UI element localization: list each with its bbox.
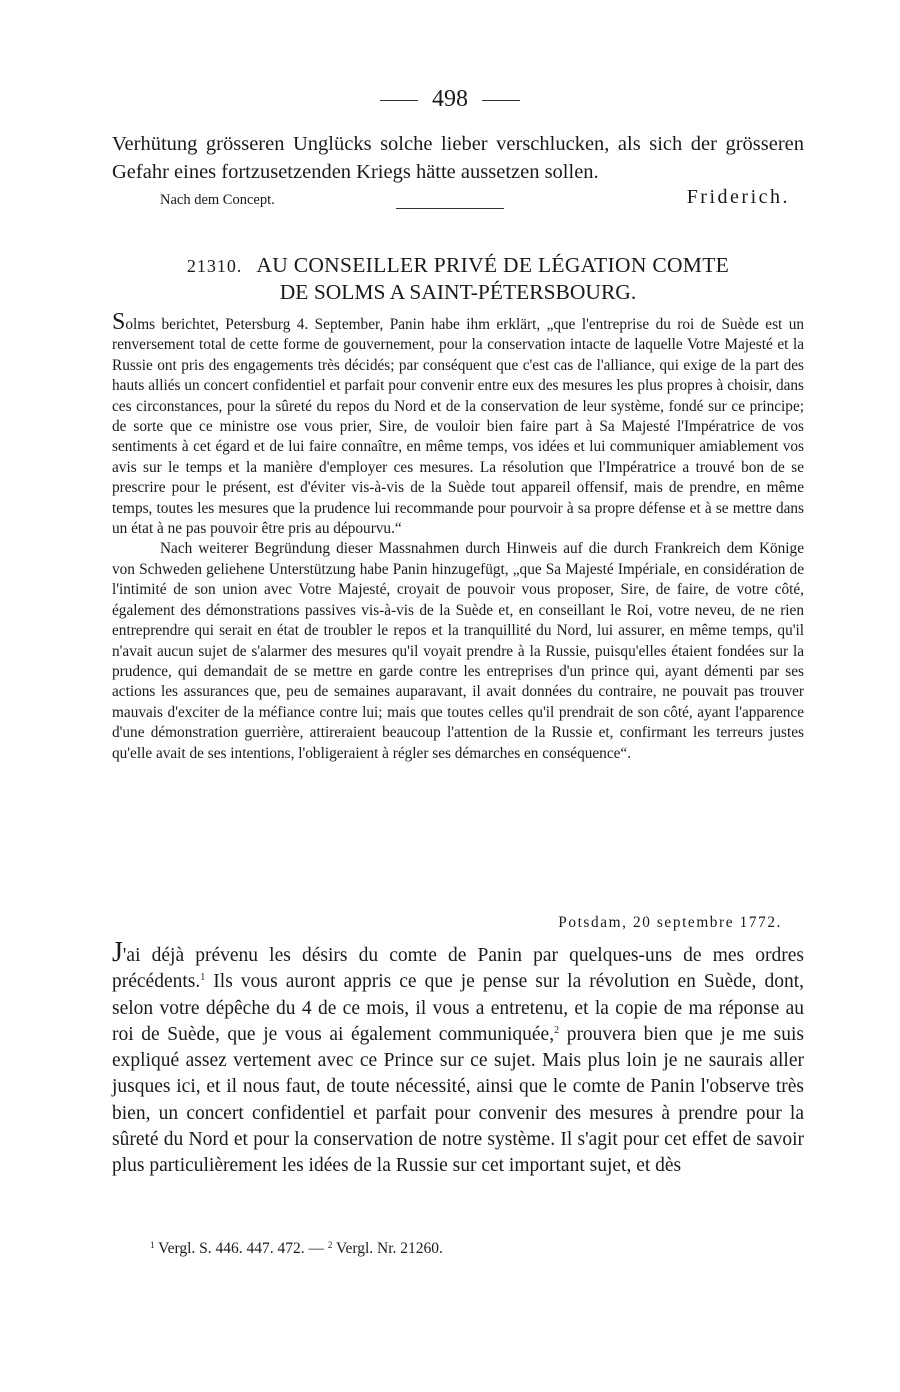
summary-block bbox=[112, 309, 804, 764]
header-dash-right bbox=[482, 100, 520, 101]
footnote-mark-1: 1 bbox=[150, 1240, 155, 1250]
header-dash-left bbox=[380, 100, 418, 101]
source-note: Nach dem Concept. bbox=[160, 192, 275, 208]
letter-body bbox=[112, 937, 804, 1180]
page-header bbox=[0, 86, 900, 113]
body-text-1: 'ai déjà prévenu les désirs du comte de Panin par quelques-uns de mes ordres précédents. bbox=[112, 945, 804, 993]
footnote-text-1: Vergl. S. 446. 447. 472. — bbox=[154, 1240, 328, 1257]
letter-number: 21310. bbox=[186, 256, 243, 276]
section-divider bbox=[396, 208, 504, 209]
summary-paragraph-1 bbox=[112, 309, 804, 539]
page-number: 498 bbox=[432, 86, 468, 112]
footnote-text-2: Vergl. Nr. 21260. bbox=[332, 1240, 443, 1257]
letter-title-line2: DE SOLMS A SAINT-PÉTERSBOURG. bbox=[279, 280, 637, 304]
footnote-ref-2[interactable]: 2 bbox=[554, 1024, 560, 1036]
body-paragraph bbox=[112, 937, 804, 1180]
summary-paragraph-2: Nach weiterer Begründung dieser Massnahmen durch Hinweis auf die durch Frankreich dem Könige von Schweden geliehene Unterstützung habe Panin hinzugefügt, „que Sa Majesté Impériale, en considération de l'intimité de son union avec Votre Majesté, croyait de pouvoir vous proposer, Sire, de faire, de votre côté, également des démonstrations passives vis-à-vis de la Suède et, en conseillant le Roi, votre neveu, de ne rien entreprendre qui serait en état de troubler le repos et la tranquillité du Nord, lui assurer, en même temps, qu'il n'avait aucun sujet de s'alarmer des mesures qu'il voyait prendre à la Russie, puisqu'elles étaient fondées sur la prudence, qui demandait de se mettre en garde contre les entreprises d'un prince qui, ayant démenti par ses actions les assurances que, peu de semaines auparavant, il avait données du contraire, ne pouvait pas trouver mauvais d'exciter de la méfiance contre lui; mais que toutes celles qu'il prendrait de son côté, ayant l'apparence d'une démonstration guerrière, attireraient beaucoup l'attention de la Russie et, confirmant les terreurs justes qu'elle avait de ses intentions, l'obligeraient à régler ses démarches en conséquence“. bbox=[112, 540, 804, 762]
footnote-mark-2: 2 bbox=[327, 1240, 333, 1250]
letter-title-line1: AU CONSEILLER PRIVÉ DE LÉGATION COMTE bbox=[256, 253, 730, 277]
body-text-3: prouvera bien que je me suis expliqué assez vertement avec ce Prince sur ce sujet. Mais plus loin je ne saurais aller jusques ici, et il nous faut, de toute nécessité, ainsi que le comte de Panin l'observe très bien, un concert confidentiel et parfait pour convenir des mesures à prendre pour la sûreté du Nord et pour la conservation de notre système. Il s'agit pour cet effet de savoir plus particulièrement les idées de la Russie sur cet important sujet, et dès bbox=[112, 1023, 804, 1177]
footnote-ref-1[interactable]: 1 bbox=[200, 972, 206, 984]
body-text-2: Ils vous auront appris ce que je pense sur la révolution en Suède, dont, selon votre dépêche du 4 de ce mois, il vous a entretenu, et la copie de ma réponse au roi de Suède, que je vous ai également communiquée, bbox=[112, 971, 804, 1045]
footnotes bbox=[150, 1240, 443, 1258]
intro-text: Verhütung grösseren Unglücks solche lieber verschlucken, als sich der grösseren Gefahr eines fortzusetzenden Kriegs hätte aussetzen sollen. bbox=[112, 133, 804, 183]
source-line bbox=[160, 186, 790, 212]
summary-dropcap: S bbox=[112, 309, 126, 335]
letter-heading-line1 bbox=[112, 252, 804, 279]
letter-heading bbox=[112, 252, 804, 305]
dateline: Potsdam, 20 septembre 1772. bbox=[558, 914, 782, 931]
body-dropcap: J bbox=[112, 937, 123, 968]
summary-text-1: olms berichtet, Petersburg 4. September, Panin habe ihm erklärt, „que l'entreprise du roi de Suède est un renversement total de cette forme de gouvernement, pour la conservation intacte de laquelle Votre Majesté et la Russie ont pris des engagements très décidés; par conséquent que c'est cas de l'alliance, qui exige de la part des hauts alliés un concert confidentiel et parfait pour convenir entre eux des mesures les plus propres à choisir, dans ces circonstances, pour la sûreté du repos du Nord et de la conservation de leur système, fondé sur ce principe; de sorte que ce ministre ose vous prier, Sire, de vouloir bien faire part à Sa Majesté l'Impératrice de vos sentiments à cet égard et de lui faire connaître, en même temps, vos idées et lui communiquer amiablement vos avis sur le temps et la manière d'employer ces mesures. La résolution que l'Impératrice a trouvé bon de se prescrire pour le présent, est d'éviter vis-à-vis de la Suède tout appareil offensif, mais de prendre, en même temps, toutes les mesures que la prudence lui recommande pour pourvoir à sa propre défense et à se mettre dans un état à ne pas pouvoir être pris au dépourvu.“ bbox=[112, 316, 804, 538]
intro-paragraph bbox=[112, 130, 804, 186]
signature: Friderich. bbox=[686, 186, 790, 208]
